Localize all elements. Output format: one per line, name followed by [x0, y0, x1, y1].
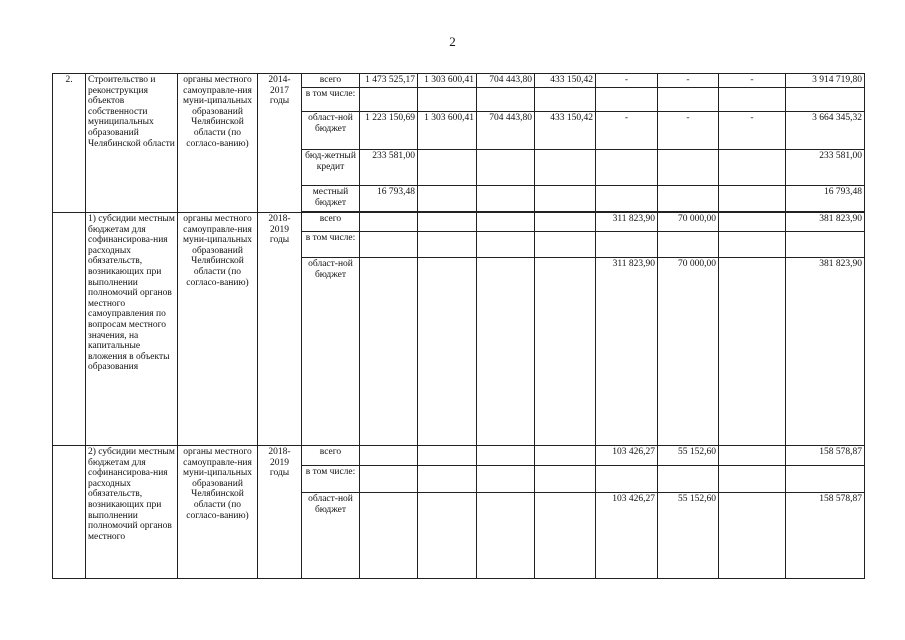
source-label: всего	[302, 446, 360, 466]
item-name: 1) субсидии местным бюджетам для софинансирова-ния расходных обязательств, возникающих при выполнении полномочий органов местного самоуправления по вопросам местного значения, на капитальные вложения в объекты образования	[86, 213, 178, 446]
source-label: в том числе:	[302, 88, 360, 112]
empty-cell	[719, 88, 786, 112]
value-cell: 1 303 600,41	[418, 112, 477, 150]
total-cell: 233 581,00	[786, 150, 865, 186]
years: 2014-2017 годы	[258, 74, 302, 213]
empty-cell	[719, 493, 786, 579]
value-cell: 433 150,42	[535, 112, 596, 150]
value-cell: 311 823,90	[596, 213, 658, 232]
empty-cell	[418, 446, 477, 466]
total-cell: 3 914 719,80	[786, 74, 865, 88]
empty-cell	[658, 232, 719, 258]
value-cell: 70 000,00	[658, 213, 719, 232]
table-row	[53, 213, 865, 232]
total-cell: 158 578,87	[786, 493, 865, 579]
empty-cell	[477, 446, 535, 466]
value-cell: -	[719, 74, 786, 88]
empty-cell	[658, 186, 719, 212]
empty-cell	[477, 232, 535, 258]
total-cell: 3 664 345,32	[786, 112, 865, 150]
empty-cell	[658, 150, 719, 186]
empty-cell	[477, 493, 535, 579]
empty-cell	[477, 258, 535, 446]
value-cell: 1 223 150,69	[360, 112, 418, 150]
empty-cell	[477, 186, 535, 212]
empty-cell	[535, 446, 596, 466]
value-cell: 16 793,48	[360, 186, 418, 212]
empty-cell	[418, 150, 477, 186]
value-cell: 233 581,00	[360, 150, 418, 186]
source-label: всего	[302, 213, 360, 232]
value-cell: 103 426,27	[596, 446, 658, 466]
source-label: в том числе:	[302, 232, 360, 258]
executor: органы местного самоуправле-ния муни-ципальных образований Челябинской области (по согласо-ванию)	[178, 213, 258, 446]
empty-cell	[786, 466, 865, 493]
empty-cell	[360, 213, 418, 232]
years: 2018-2019 годы	[258, 446, 302, 579]
item-name: Строительство и реконструкция объектов собственности муниципальных образований Челябинской области	[86, 74, 178, 213]
empty-cell	[360, 258, 418, 446]
empty-cell	[596, 232, 658, 258]
empty-cell	[477, 466, 535, 493]
empty-cell	[786, 232, 865, 258]
empty-cell	[719, 150, 786, 186]
page-number: 2	[449, 34, 456, 49]
value-cell: 1 303 600,41	[418, 74, 477, 88]
total-cell: 16 793,48	[786, 186, 865, 212]
empty-cell	[535, 493, 596, 579]
source-label: област-ной бюджет	[302, 258, 360, 446]
empty-cell	[418, 186, 477, 212]
empty-cell	[535, 150, 596, 186]
empty-cell	[596, 466, 658, 493]
value-cell: -	[596, 112, 658, 150]
empty-cell	[535, 213, 596, 232]
source-label: в том числе:	[302, 466, 360, 493]
empty-cell	[477, 150, 535, 186]
empty-cell	[360, 232, 418, 258]
empty-cell	[535, 186, 596, 212]
empty-cell	[719, 213, 786, 232]
empty-cell	[418, 232, 477, 258]
row-number: 2.	[53, 74, 86, 213]
source-label: местный бюджет	[302, 186, 360, 212]
empty-cell	[786, 88, 865, 112]
table-row	[53, 446, 865, 466]
table-row	[53, 74, 865, 88]
empty-cell	[360, 466, 418, 493]
executor: органы местного самоуправле-ния муни-ципальных образований Челябинской области (по согласо-ванию)	[178, 446, 258, 579]
source-label: всего	[302, 74, 360, 88]
empty-cell	[477, 213, 535, 232]
empty-cell	[535, 232, 596, 258]
empty-cell	[477, 88, 535, 112]
empty-cell	[360, 493, 418, 579]
empty-number-cell	[53, 446, 86, 579]
value-cell: -	[658, 74, 719, 88]
value-cell: 311 823,90	[596, 258, 658, 446]
value-cell: -	[596, 74, 658, 88]
executor: органы местного самоуправле-ния муни-ципальных образований Челябинской области (по согласо-ванию)	[178, 74, 258, 213]
empty-cell	[596, 150, 658, 186]
empty-cell	[658, 88, 719, 112]
value-cell: 70 000,00	[658, 258, 719, 446]
empty-cell	[418, 466, 477, 493]
empty-cell	[658, 466, 719, 493]
empty-cell	[535, 88, 596, 112]
years: 2018-2019 годы	[258, 213, 302, 446]
empty-cell	[719, 186, 786, 212]
source-label: бюд-жетный кредит	[302, 150, 360, 186]
empty-cell	[719, 446, 786, 466]
empty-cell	[596, 88, 658, 112]
value-cell: 433 150,42	[535, 74, 596, 88]
total-cell: 381 823,90	[786, 213, 865, 232]
value-cell: 55 152,60	[658, 493, 719, 579]
empty-cell	[535, 466, 596, 493]
empty-cell	[418, 258, 477, 446]
value-cell: 55 152,60	[658, 446, 719, 466]
empty-cell	[535, 258, 596, 446]
empty-number-cell	[53, 213, 86, 446]
value-cell: -	[719, 112, 786, 150]
empty-cell	[596, 186, 658, 212]
empty-cell	[360, 88, 418, 112]
item-name: 2) субсидии местным бюджетам для софинансирова-ния расходных обязательств, возникающих при выполнении полномочий органов местного	[86, 446, 178, 579]
source-label: област-ной бюджет	[302, 112, 360, 150]
empty-cell	[719, 258, 786, 446]
empty-cell	[418, 213, 477, 232]
total-cell: 381 823,90	[786, 258, 865, 446]
value-cell: 704 443,80	[477, 112, 535, 150]
budget-table	[52, 73, 865, 579]
value-cell: 1 473 525,17	[360, 74, 418, 88]
value-cell: -	[658, 112, 719, 150]
empty-cell	[360, 446, 418, 466]
empty-cell	[719, 232, 786, 258]
total-cell: 158 578,87	[786, 446, 865, 466]
value-cell: 704 443,80	[477, 74, 535, 88]
source-label: област-ной бюджет	[302, 493, 360, 579]
empty-cell	[418, 493, 477, 579]
empty-cell	[418, 88, 477, 112]
empty-cell	[719, 466, 786, 493]
value-cell: 103 426,27	[596, 493, 658, 579]
